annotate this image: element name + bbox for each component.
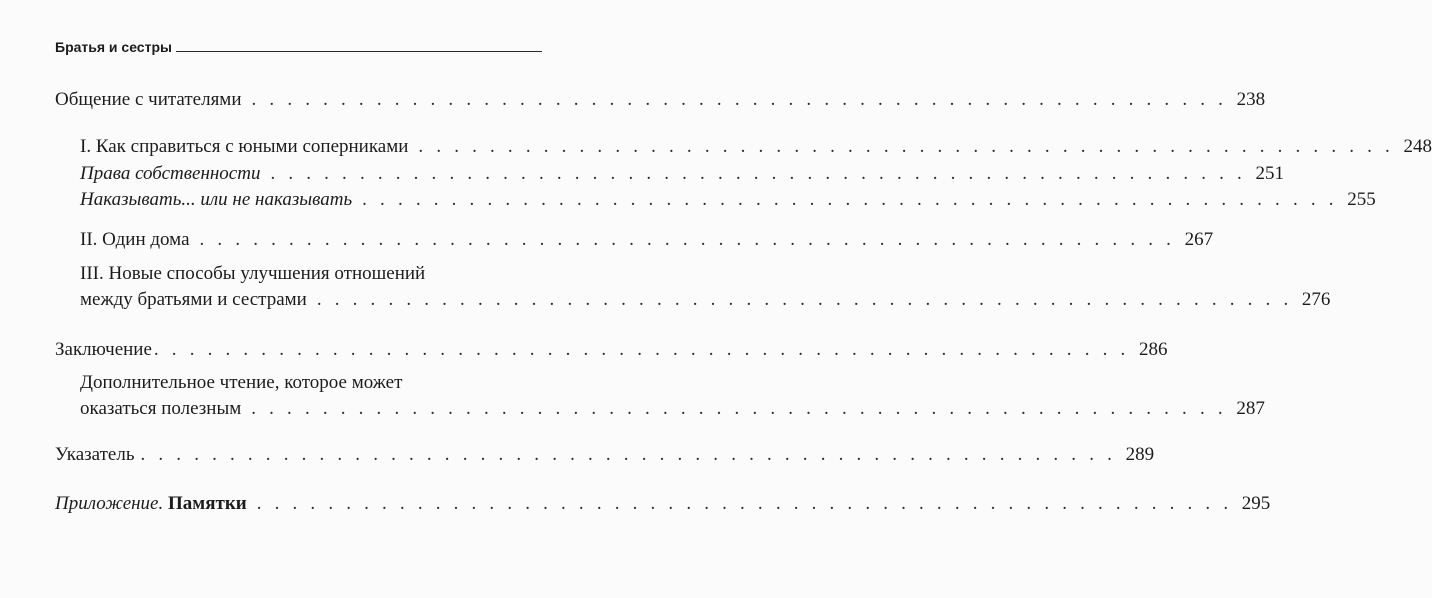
toc-entry-part-1 bbox=[80, 135, 1432, 159]
toc-entry-label: Указатель bbox=[55, 444, 135, 465]
toc-entry-part-3 bbox=[80, 288, 1331, 312]
toc-dot-leader: . . . . . . . . . . . . . . . . . . . . . . . . . . . . . . . . . . . . . . . . . . . . . . . . . . . . . . . bbox=[153, 339, 1130, 360]
toc-entry-dopolnitelnoe-line-1: Дополнительное чтение, которое может bbox=[80, 372, 403, 393]
appendix-title: Памятки bbox=[167, 493, 247, 514]
toc-entry-label: Общение с читателями bbox=[55, 89, 242, 110]
toc-entry-dopolnitelnoe bbox=[80, 397, 1265, 421]
toc-entry-ukazatel bbox=[55, 443, 1155, 467]
toc-dot-leader: . . . . . . . . . . . . . . . . . . . . . . . . . . . . . . . . . . . . . . . . . . . . . . . . . . . . . . . bbox=[418, 136, 1394, 157]
appendix-label: Приложение. bbox=[55, 493, 164, 514]
toc-page-number: 286 bbox=[1138, 339, 1168, 360]
toc-entry-nakazyvat bbox=[80, 188, 1376, 212]
toc-page-number: 255 bbox=[1347, 189, 1376, 210]
toc-page-number: 295 bbox=[1241, 493, 1271, 514]
toc-page-number: 289 bbox=[1125, 444, 1155, 465]
toc-page-number: 251 bbox=[1255, 163, 1285, 184]
toc-entry-part-3-line-1: III. Новые способы улучшения отношений bbox=[80, 263, 426, 284]
running-header bbox=[55, 34, 542, 54]
toc-page-number: 276 bbox=[1301, 289, 1331, 310]
toc-entry-prava bbox=[80, 162, 1285, 186]
toc-entry-label: I. Как справиться с юными соперниками bbox=[80, 136, 409, 157]
header-title: Братья и сестры bbox=[55, 39, 172, 55]
header-rule bbox=[176, 51, 542, 52]
toc-entry-zaklyuchenie bbox=[55, 338, 1168, 362]
toc-entry-prilozhenie bbox=[55, 492, 1271, 516]
toc-dot-leader: . . . . . . . . . . . . . . . . . . . . . . . . . . . . . . . . . . . . . . . . . . . . . . . . . . . . . . . bbox=[256, 493, 1233, 514]
toc-entry-label: оказаться полезным bbox=[80, 398, 242, 419]
toc-entry-part-2 bbox=[80, 228, 1214, 252]
toc-page-number: 238 bbox=[1236, 89, 1266, 110]
toc-page-number: 287 bbox=[1236, 398, 1265, 419]
toc-entry-label: Заключение bbox=[55, 339, 152, 360]
toc-entry-label: II. Один дома bbox=[80, 229, 190, 250]
toc-dot-leader: . . . . . . . . . . . . . . . . . . . . . . . . . . . . . . . . . . . . . . . . . . . . . . . . . . . . . . . bbox=[362, 189, 1338, 210]
toc-dot-leader: . . . . . . . . . . . . . . . . . . . . . . . . . . . . . . . . . . . . . . . . . . . . . . . . . . . . . . . bbox=[251, 398, 1227, 419]
toc-dot-leader: . . . . . . . . . . . . . . . . . . . . . . . . . . . . . . . . . . . . . . . . . . . . . . . . . . . . . . . bbox=[316, 289, 1293, 310]
toc-dot-leader: . . . . . . . . . . . . . . . . . . . . . . . . . . . . . . . . . . . . . . . . . . . . . . . . . . . . . . . bbox=[270, 163, 1247, 184]
toc-page-number: 267 bbox=[1184, 229, 1214, 250]
toc-dot-leader: . . . . . . . . . . . . . . . . . . . . . . . . . . . . . . . . . . . . . . . . . . . . . . . . . . . . . . . bbox=[140, 444, 1117, 465]
toc-entry-label: между братьями и сестрами bbox=[80, 289, 307, 310]
toc-dot-leader: . . . . . . . . . . . . . . . . . . . . . . . . . . . . . . . . . . . . . . . . . . . . . . . . . . . . . . . bbox=[199, 229, 1176, 250]
toc-entry-label bbox=[55, 492, 247, 516]
toc-entry-label: Права собственности bbox=[80, 163, 261, 184]
toc-dot-leader: . . . . . . . . . . . . . . . . . . . . . . . . . . . . . . . . . . . . . . . . . . . . . . . . . . . . . . . bbox=[251, 89, 1228, 110]
toc-entry-label: Наказывать... или не наказывать bbox=[80, 189, 353, 210]
toc-page-number: 248 bbox=[1403, 136, 1432, 157]
toc-entry-obshchenie bbox=[55, 88, 1266, 112]
